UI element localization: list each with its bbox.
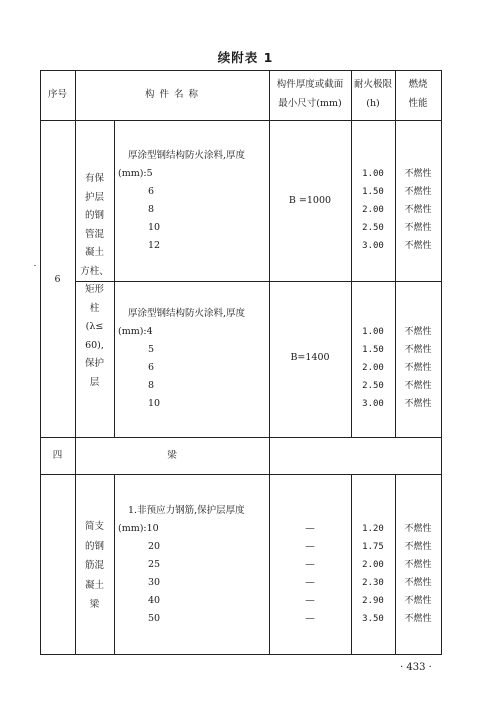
category-line: 矩形	[84, 284, 104, 295]
block2-description: 厚涂型钢结构防火涂料,厚度	[128, 308, 246, 319]
burn-rating: 不燃性	[404, 381, 432, 391]
block1-fire-ratings	[351, 165, 395, 255]
fire-rating: 2.50	[362, 381, 384, 391]
burn-rating: 不燃性	[404, 187, 432, 197]
table-border-right	[441, 70, 442, 655]
fire-rating: 2.90	[362, 596, 384, 606]
block1-thickness: 8	[148, 204, 155, 215]
beam-thickness: 25	[148, 559, 161, 570]
fire-rating: 1.50	[362, 187, 384, 197]
category-line: 柱	[89, 302, 100, 314]
fire-rating: 1.00	[362, 327, 384, 337]
burn-rating: 不燃性	[404, 327, 432, 337]
beam-first-thickness: (mm):10	[118, 523, 159, 534]
header-burn-line1: 燃烧	[408, 79, 428, 90]
header-divider	[40, 120, 442, 121]
burn-rating: 不燃性	[404, 363, 432, 373]
fire-rating: 2.00	[362, 560, 384, 570]
header-fire-line1: 耐火极限	[353, 79, 392, 90]
category-line: 凝土	[84, 247, 104, 258]
row6-category	[75, 170, 114, 392]
category-line: (λ≤	[85, 321, 104, 332]
section4-seq: 四	[52, 450, 63, 461]
burn-rating: 不燃性	[404, 345, 432, 355]
header-seq: 序号	[47, 89, 67, 100]
block2-thickness: 5	[148, 344, 155, 355]
block1-thickness: 10	[148, 222, 161, 233]
block2-fire-ratings	[351, 323, 395, 413]
fire-rating: 3.50	[362, 614, 384, 624]
section-size: —	[305, 577, 315, 588]
block1-thickness: 6	[148, 186, 155, 197]
burn-rating: 不燃性	[404, 205, 432, 215]
beam-category	[75, 517, 114, 615]
row6-seq: 6	[54, 274, 61, 285]
category-line: 管混	[84, 228, 104, 240]
burn-rating: 不燃性	[404, 578, 432, 588]
burn-rating: 不燃性	[404, 241, 432, 251]
fire-rating: 2.00	[362, 363, 384, 373]
category-line: 凝土	[84, 579, 104, 591]
fire-rating: 3.00	[362, 399, 384, 409]
row6-bottom-line	[40, 437, 442, 438]
burn-rating: 不燃性	[404, 614, 432, 624]
block1-description: 厚涂型钢结构防火涂料,厚度	[128, 150, 246, 161]
burn-rating: 不燃性	[404, 169, 432, 179]
fire-resistance-table	[40, 70, 442, 655]
page-number: · 433 ·	[400, 662, 432, 673]
category-line: 的钢	[84, 540, 104, 552]
fire-rating: 2.30	[362, 578, 384, 588]
category-line: 60),	[85, 339, 104, 351]
category-line: 有保	[84, 173, 104, 184]
header-fire-line2: (h)	[366, 98, 380, 109]
block2-thickness: 10	[148, 398, 161, 409]
block1-thickness: 12	[148, 240, 161, 251]
category-line: 保护	[84, 358, 104, 369]
header-name: 构 件 名 称	[144, 89, 200, 100]
category-line: 方柱、	[80, 265, 109, 277]
section4-name: 梁	[167, 450, 177, 461]
section4-bottom-line	[40, 474, 442, 475]
beam-description: 1.非预应力钢筋,保护层厚度	[128, 505, 245, 516]
block1-burn-ratings	[395, 165, 441, 255]
burn-rating: 不燃性	[404, 560, 432, 570]
block2-thickness: 6	[148, 362, 155, 373]
table-border-left	[40, 70, 41, 655]
beam-burn-ratings	[395, 520, 441, 628]
col-divider-category	[114, 120, 115, 437]
col-divider-category-beam	[114, 474, 115, 654]
section-size: —	[305, 559, 315, 570]
row6-block-divider	[75, 281, 442, 282]
section-size: —	[305, 541, 315, 552]
block2-thickness: 8	[148, 380, 155, 391]
fire-rating: 1.00	[362, 169, 384, 179]
fire-rating: 2.00	[362, 205, 384, 215]
burn-rating: 不燃性	[404, 524, 432, 534]
beam-fire-ratings	[351, 520, 395, 628]
beam-section-sizes	[269, 520, 351, 628]
burn-rating: 不燃性	[404, 399, 432, 409]
header-size-line1: 构件厚度或截面	[276, 79, 344, 90]
block2-burn-ratings	[395, 323, 441, 413]
category-line: 筋混	[84, 560, 104, 571]
burn-rating: 不燃性	[404, 596, 432, 606]
header-burn-line2: 性能	[408, 98, 428, 109]
section-size: —	[305, 523, 315, 534]
burn-rating: 不燃性	[404, 223, 432, 233]
fire-rating: 1.20	[362, 524, 384, 534]
table-title: 续附表 1	[217, 50, 274, 65]
burn-rating: 不燃性	[404, 542, 432, 552]
beam-thickness: 50	[148, 613, 161, 624]
category-line: 的钢	[84, 210, 104, 221]
table-border-top	[40, 70, 442, 71]
category-line: 护层	[84, 191, 104, 203]
block1-first-thickness: (mm):5	[118, 168, 153, 179]
fire-rating: 1.50	[362, 345, 384, 355]
block2-first-thickness: (mm):4	[118, 326, 153, 337]
beam-thickness: 30	[148, 577, 161, 588]
fire-rating: 1.75	[362, 542, 384, 552]
fire-rating: 2.50	[362, 223, 384, 233]
table-border-bottom	[40, 654, 442, 655]
block2-section-size: B=1400	[290, 352, 330, 363]
fire-rating: 3.00	[362, 241, 384, 251]
category-line: 层	[89, 376, 100, 388]
scan-speck	[34, 265, 36, 266]
block1-section-size: B =1000	[288, 195, 332, 206]
category-line: 简支	[84, 521, 104, 532]
section-size: —	[305, 613, 315, 624]
header-size-line2: 最小尺寸(mm)	[278, 98, 342, 109]
section-size: —	[305, 595, 315, 606]
category-line: 梁	[89, 599, 100, 610]
beam-thickness: 40	[148, 595, 161, 606]
beam-thickness: 20	[148, 541, 161, 552]
